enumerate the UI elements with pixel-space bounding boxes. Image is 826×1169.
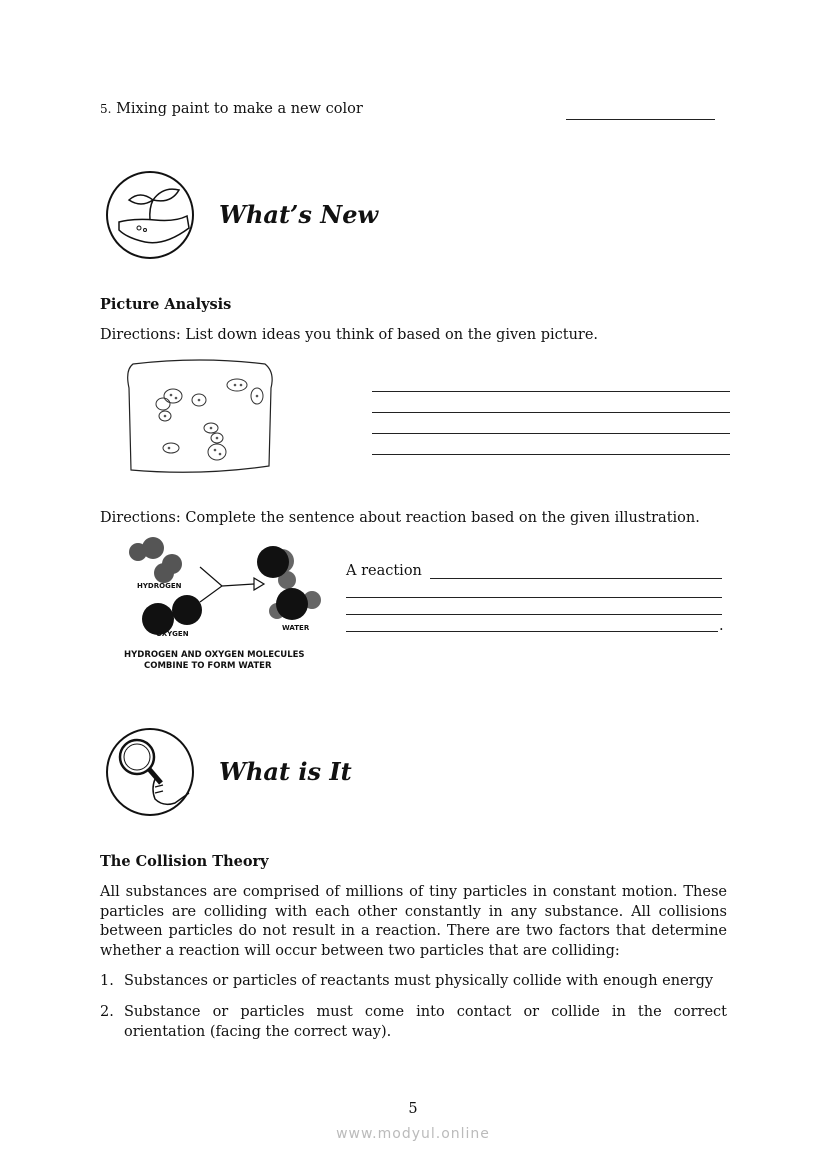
idea-line-2[interactable] bbox=[372, 412, 730, 413]
water-label: WATER bbox=[282, 624, 310, 632]
reaction-line-1[interactable] bbox=[430, 578, 722, 579]
answer-blank[interactable] bbox=[566, 119, 715, 120]
watermark: www.modyul.online bbox=[336, 1126, 490, 1142]
seedling-hand-icon bbox=[105, 170, 195, 260]
directions-1: Directions: List down ideas you think of based on the given picture. bbox=[100, 327, 599, 343]
reaction-end: . bbox=[719, 618, 724, 634]
list-item bbox=[100, 1003, 727, 1042]
list-text: Substances or particles of reactants must physically collide with enough energy bbox=[124, 973, 714, 989]
reaction-line-3[interactable] bbox=[346, 614, 722, 615]
list-number: 2. bbox=[100, 1004, 114, 1020]
idea-line-1[interactable] bbox=[372, 391, 730, 392]
reaction-line-2[interactable] bbox=[346, 597, 722, 598]
reaction-line-4[interactable] bbox=[346, 631, 718, 632]
item-number: 5. bbox=[100, 102, 112, 116]
idea-line-3[interactable] bbox=[372, 433, 730, 434]
page-number: 5 bbox=[408, 1101, 418, 1117]
picture-analysis-heading: Picture Analysis bbox=[100, 296, 232, 313]
oxygen-label: OXYGEN bbox=[156, 630, 189, 638]
item-5 bbox=[100, 101, 363, 117]
list-item bbox=[100, 972, 727, 992]
what-is-it-title: What is It bbox=[219, 757, 352, 786]
hydrogen-label: HYDROGEN bbox=[137, 582, 182, 590]
reaction-illustration bbox=[122, 536, 332, 676]
collision-theory-heading: The Collision Theory bbox=[100, 853, 269, 870]
list-number: 1. bbox=[100, 973, 114, 989]
collision-paragraph: All substances are comprised of millions of tiny particles in constant motion. These particles are colliding with each other constantly in any substance. All collisions between particles do not result in a reaction. There are two factors that determine whether a reaction will occur between two particles that are colliding: bbox=[100, 884, 727, 959]
magnifying-glass-icon bbox=[105, 727, 195, 817]
moldy-bread-picture bbox=[125, 358, 275, 476]
caption-line-1: HYDROGEN AND OXYGEN MOLECULES bbox=[124, 650, 305, 660]
list-text: Substance or particles must come into contact or collide in the correct orientation (facing the correct way). bbox=[124, 1004, 727, 1040]
directions-2: Directions: Complete the sentence about reaction based on the given illustration. bbox=[100, 510, 700, 526]
reaction-prefix: A reaction bbox=[346, 563, 422, 579]
idea-line-4[interactable] bbox=[372, 454, 730, 455]
caption-line-2: COMBINE TO FORM WATER bbox=[144, 661, 272, 671]
item-text: Mixing paint to make a new color bbox=[116, 101, 363, 117]
whats-new-title: What’s New bbox=[219, 200, 379, 229]
